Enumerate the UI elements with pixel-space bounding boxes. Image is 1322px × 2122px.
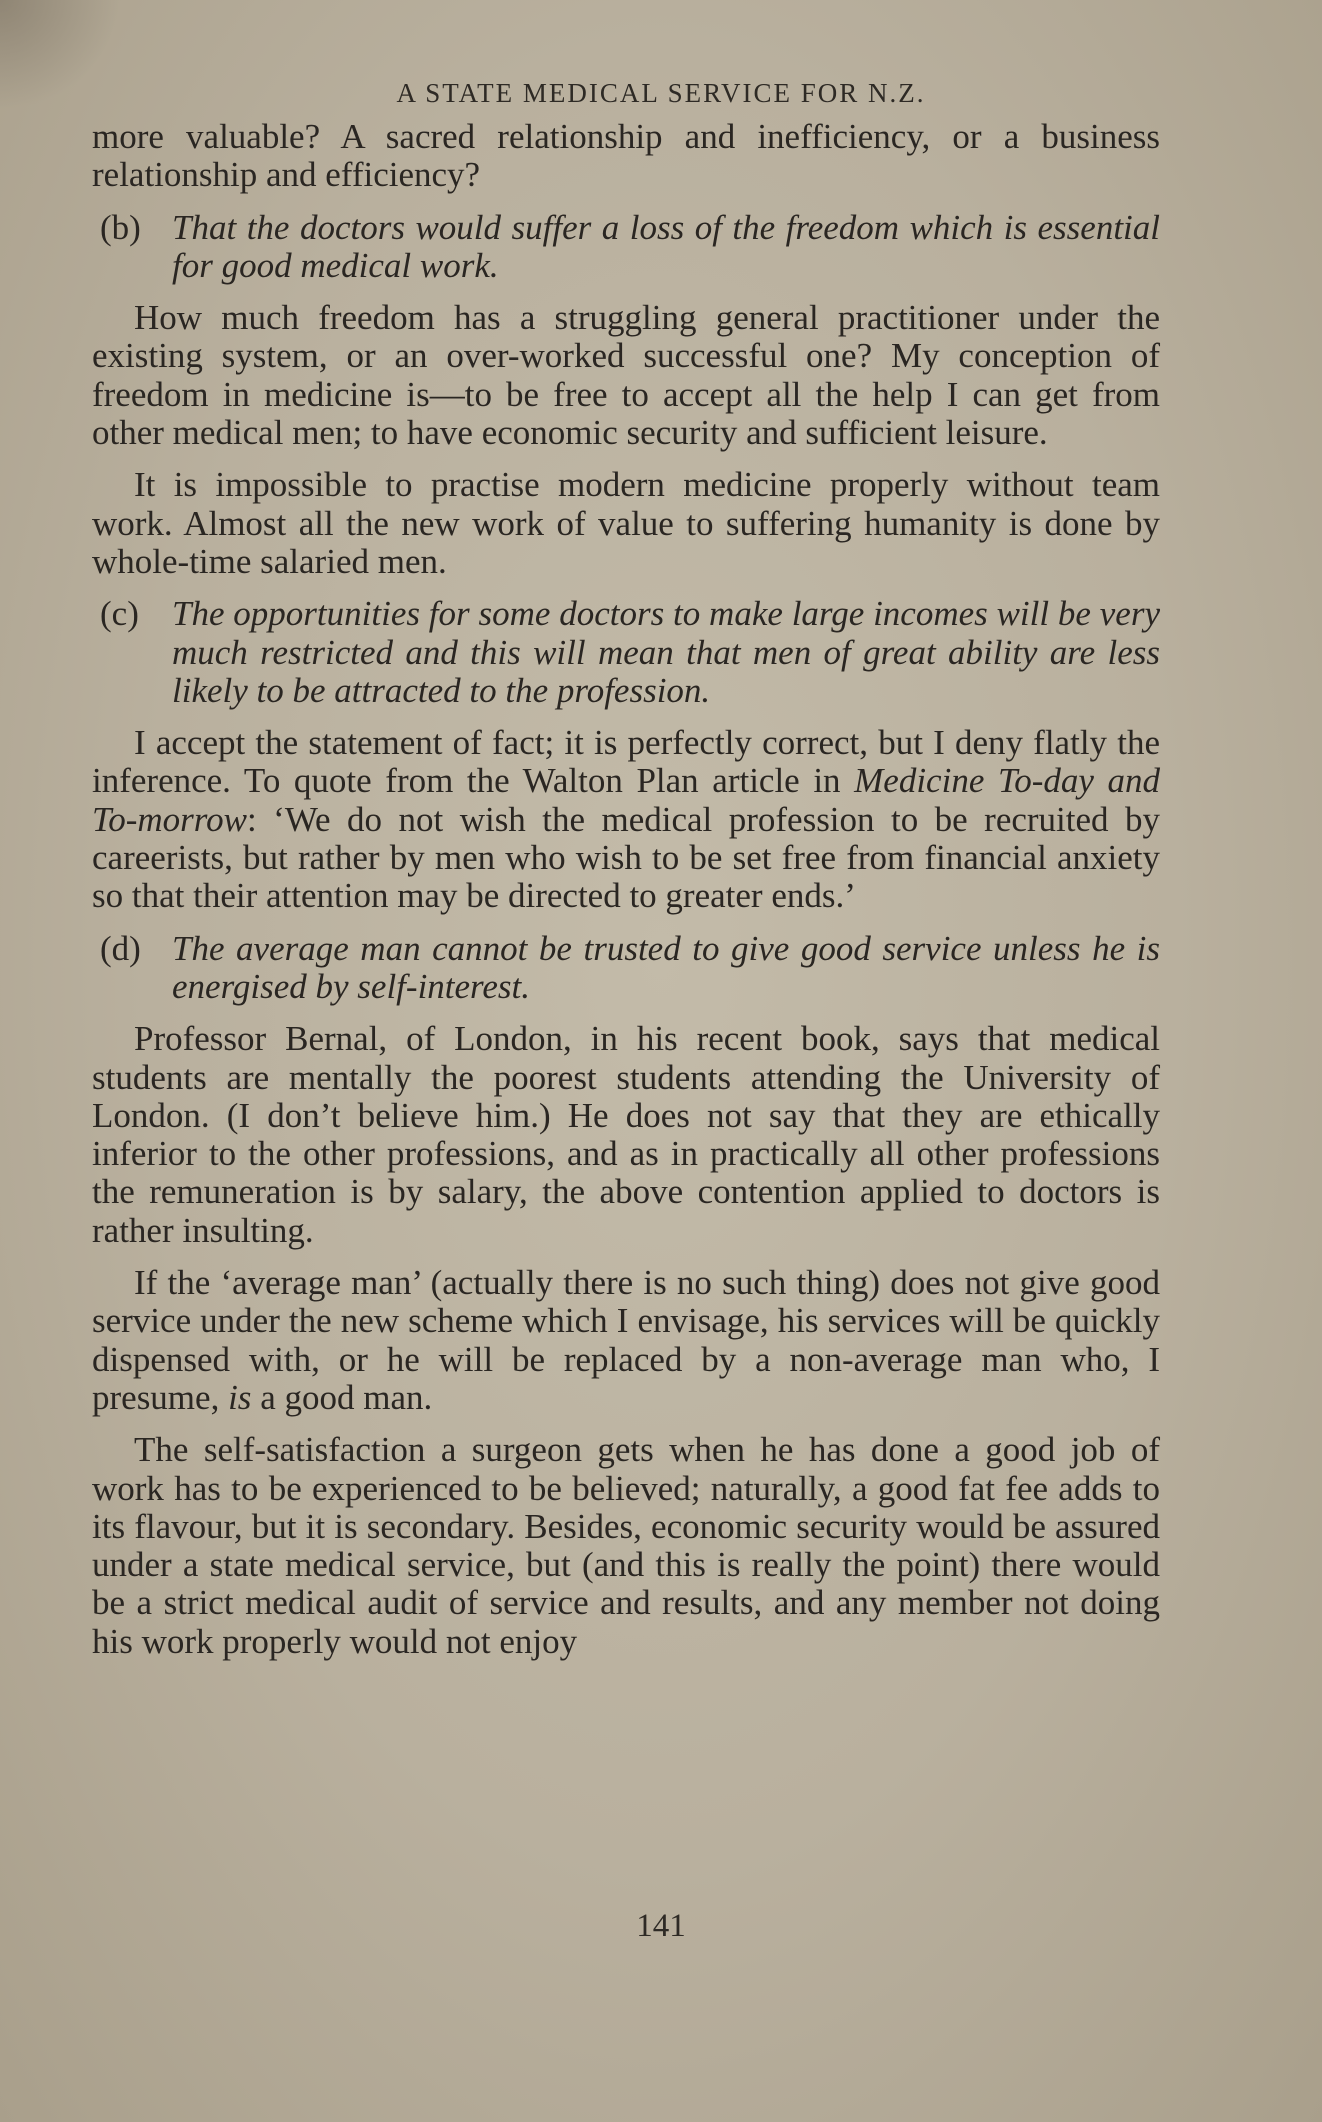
objection-c-label: (c) (100, 594, 139, 634)
paragraph-accept-text-before: I accept the statement of fact; it is perfectly correct, but I deny flatly the inference. To quote from the Walton Plan article in (92, 723, 1160, 801)
objection-c-text: The opportunities for some doctors to make large incomes will be very much restricted and this will mean that men of great ability are less likely to be attracted to the profession. (172, 594, 1160, 710)
paragraph-average-text-before: If the ‘average man’ (actually there is no such thing) does not give good service under the new scheme which I envisage, his services will be quickly dispensed with, or he will be replaced by a non-average man who, I presume, (92, 1263, 1160, 1417)
objection-c (92, 595, 1160, 710)
objection-b (92, 209, 1160, 286)
objection-b-text: That the doctors would suffer a loss of the freedom which is essential for good medical work. (172, 207, 1160, 285)
paragraph-accept-statement (92, 724, 1160, 915)
paragraph-self-satisfaction: The self-satisfaction a surgeon gets when he has done a good job of work has to be experienced to be believed; naturally, a good fat fee adds to its flavour, but it is secondary. Besides, economic security would be assured under a state medical service, but (and this is really the point) there would be a strict medical audit of service and results, and any member not doing his work properly would not enjoy (92, 1430, 1160, 1661)
paragraph-average-text-after: a good man. (251, 1377, 433, 1417)
running-head: A STATE MEDICAL SERVICE FOR N.Z. (396, 78, 926, 108)
page-number: 141 (636, 1908, 686, 1944)
paragraph-freedom: How much freedom has a struggling general practitioner under the existing system, or an over-worked successful one? My conception of freedom in medicine is—to be free to accept all the help I can get from other medical men; to have economic security and sufficient leisure. (92, 298, 1160, 453)
paragraph-accept-text-after: : ‘We do not wish the medical profession to be recruited by careerists, but rather by men who wish to be set free from financial anxiety so that their attention may be directed to greater ends.’ (92, 799, 1160, 916)
objection-d (92, 930, 1160, 1007)
emphasis-is: is (228, 1377, 252, 1417)
objection-d-label: (d) (100, 928, 141, 968)
paragraph-average-man (92, 1264, 1160, 1417)
objection-b-label: (b) (100, 207, 141, 247)
paragraph-bernal: Professor Bernal, of London, in his recent book, says that medical students are mentally the poorest students attending the University of London. (I don’t believe him.) He does not say that they are ethically inferior to the other professions, and as in practically all other professions the remuneration is by salary, the above contention applied to doctors is rather insulting. (92, 1019, 1160, 1250)
objection-d-text: The average man cannot be trusted to give good service unless he is energised by self-interest. (172, 928, 1160, 1006)
continued-paragraph: more valuable? A sacred relationship and inefficiency, or a business relationship and efficiency? (92, 117, 1160, 195)
publication-title: Medicine To-day and To-morrow (92, 761, 1160, 839)
paragraph-team-work: It is impossible to practise modern medicine properly without team work. Almost all the new work of value to suffering humanity is done by whole-time salaried men. (92, 465, 1160, 581)
body-text (92, 118, 1160, 1675)
